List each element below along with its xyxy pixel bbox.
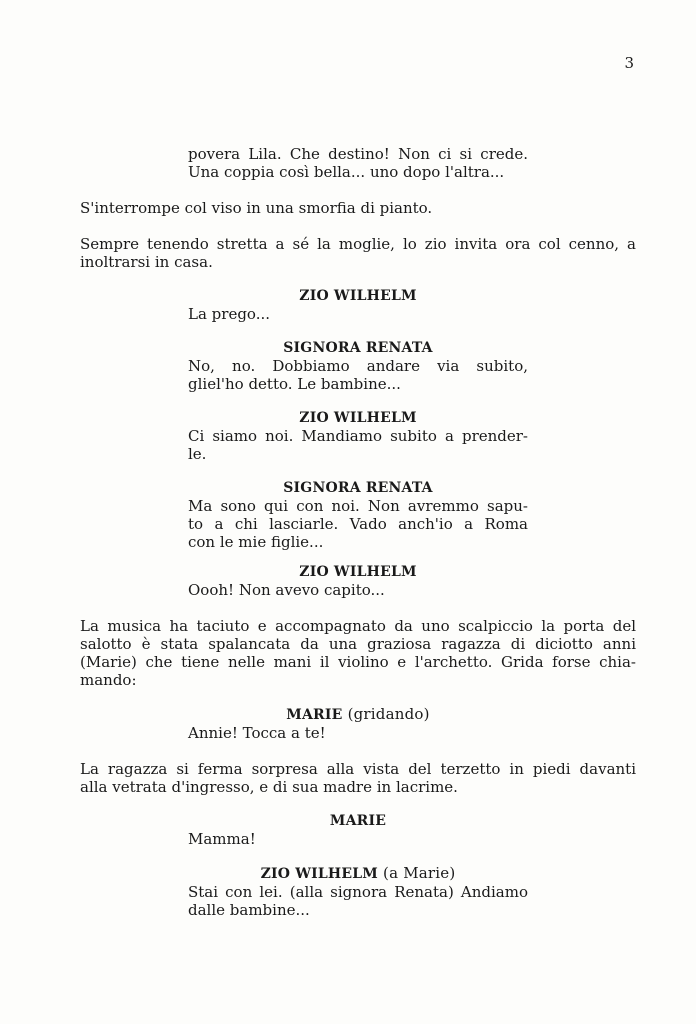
character-name: ZIO WILHELM: [299, 288, 417, 304]
character-name: ZIO WILHELM: [299, 564, 417, 580]
dialogue-line: dalle bambine...: [188, 901, 310, 919]
dialogue-block: [188, 305, 528, 323]
character-name: [80, 705, 636, 724]
dialogue-block: [188, 427, 528, 463]
action-line: alla vetrata d'ingresso, e di sua madre in lacrime.: [80, 778, 458, 796]
parenthetical: (gridando): [347, 705, 430, 723]
dialogue-line: povera Lila. Che destino! Non ci si crede.: [188, 145, 528, 163]
character-name: SIGNORA RENATA: [283, 480, 433, 496]
action-block: [80, 235, 636, 271]
action-line: S'interrompe col viso in una smorfia di pianto.: [80, 199, 433, 217]
action-line: (Marie) che tiene nelle mani il violino e l'archetto. Grida forse chia-: [80, 653, 636, 671]
script-body: [80, 145, 636, 919]
action-block: [80, 760, 636, 796]
dialogue-block: [188, 724, 528, 742]
dialogue-line: le.: [188, 445, 207, 463]
action-line: Sempre tenendo stretta a sé la moglie, lo zio invita ora col cenno, a: [80, 235, 636, 253]
dialogue-line: Annie! Tocca a te!: [188, 724, 326, 742]
action-block: [80, 617, 636, 689]
dialogue-block: [188, 883, 528, 919]
dialogue-line: con le mie figlie...: [188, 533, 324, 551]
dialogue-block: [188, 830, 528, 848]
character-name: MARIE: [329, 813, 387, 829]
dialogue-block: [188, 357, 528, 393]
dialogue-line: Mamma!: [188, 830, 256, 848]
dialogue-line: to a chi lasciarle. Vado anch'io a Roma: [188, 515, 528, 533]
dialogue-line: Stai con lei. (alla signora Renata) Andiamo: [188, 883, 528, 901]
dialogue-line: No, no. Dobbiamo andare via subito,: [188, 357, 528, 375]
dialogue-line: gliel'ho detto. Le bambine...: [188, 375, 401, 393]
dialogue-line: Una coppia così bella... uno dopo l'altra...: [188, 163, 505, 181]
dialogue-line: Oooh! Non avevo capito...: [188, 581, 385, 599]
character-name: ZIO WILHELM: [299, 410, 417, 426]
action-line: salotto è stata spalancata da una graziosa ragazza di diciotto anni: [80, 635, 636, 653]
action-line: La ragazza si ferma sorpresa alla vista del terzetto in piedi davanti: [80, 760, 636, 778]
dialogue-line: Ma sono qui con noi. Non avremmo sapu-: [188, 497, 528, 515]
page-number: 3: [624, 54, 634, 72]
character-name: SIGNORA RENATA: [283, 340, 433, 356]
action-line: mando:: [80, 671, 137, 689]
parenthetical: (a Marie): [383, 864, 456, 882]
dialogue-block: [188, 581, 528, 599]
action-block: [80, 199, 636, 217]
character-name-text: ZIO WILHELM: [260, 866, 378, 882]
dialogue-line: Ci siamo noi. Mandiamo subito a prender-: [188, 427, 528, 445]
action-line: La musica ha taciuto e accompagnato da uno scalpiccio la porta del: [80, 617, 636, 635]
character-name: [80, 864, 636, 883]
character-name-text: MARIE: [286, 707, 343, 723]
action-line: inoltrarsi in casa.: [80, 253, 213, 271]
dialogue-block: [188, 497, 528, 551]
dialogue-line: La prego...: [188, 305, 270, 323]
dialogue-block: [188, 145, 528, 181]
